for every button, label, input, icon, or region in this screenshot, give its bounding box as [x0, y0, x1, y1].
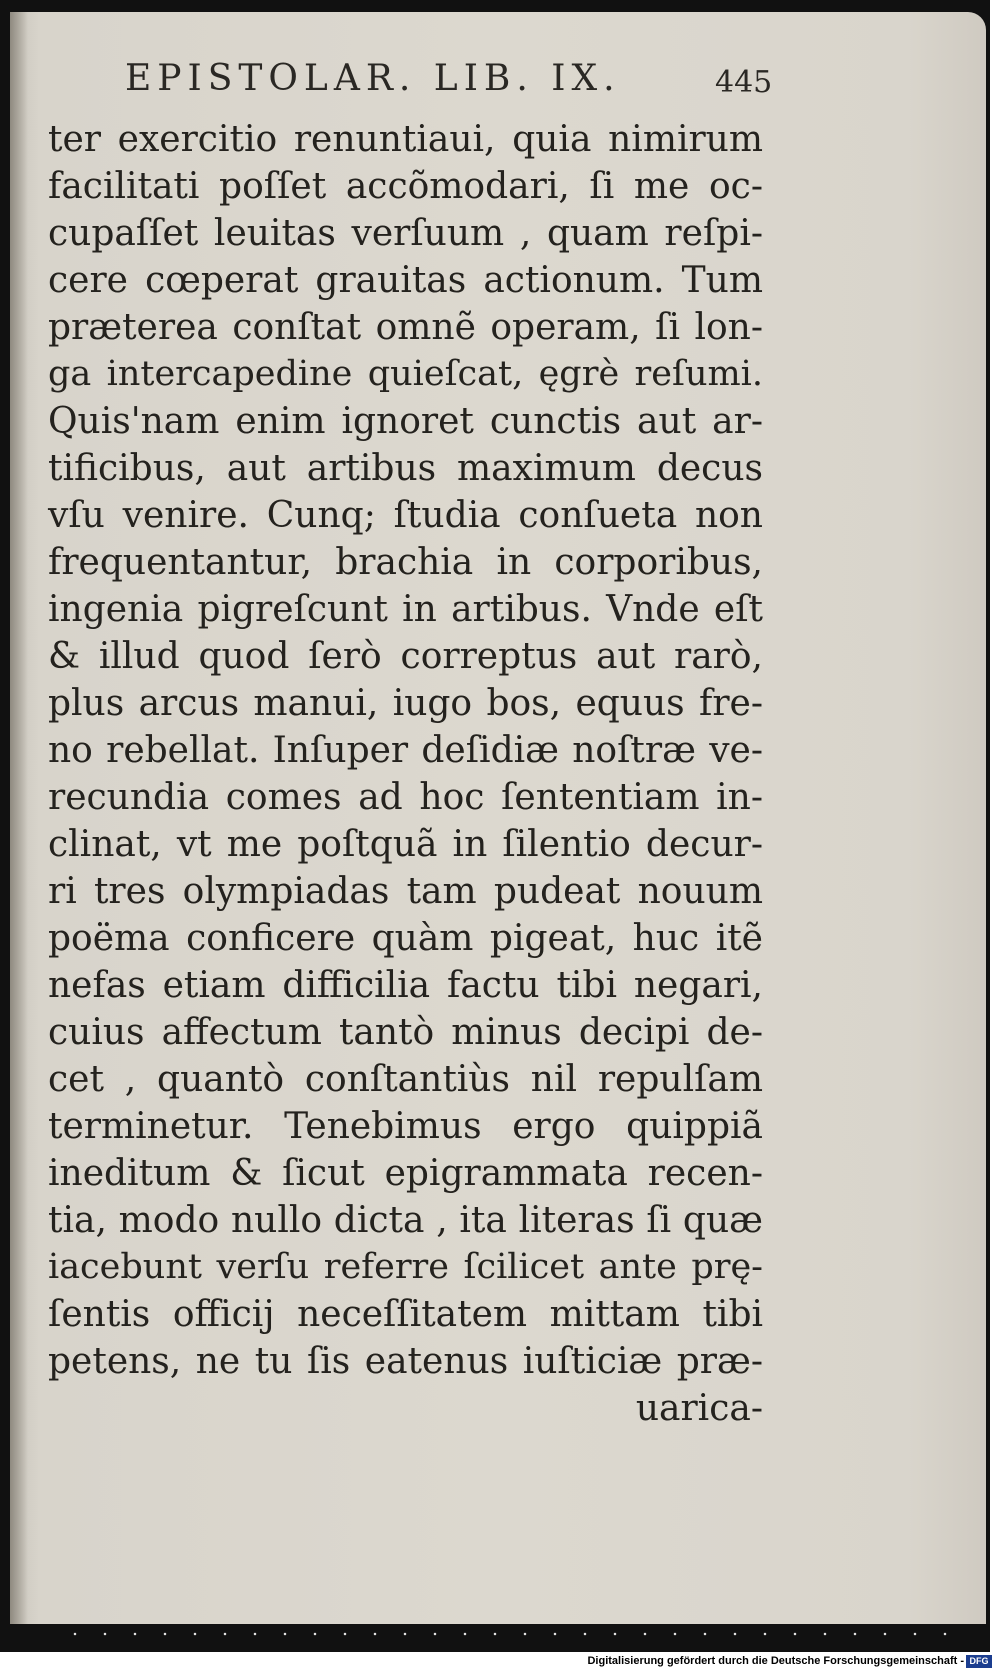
catchword: uarica- [635, 1388, 763, 1429]
page-number: 445 [715, 65, 773, 100]
gutter-shadow [10, 12, 28, 1624]
text-line: ineditum & ſicut epigrammata recen- [48, 1153, 763, 1194]
text-line: plus arcus manui, iugo bos, equus fre- [48, 683, 763, 724]
scan-edge-dots [60, 1632, 960, 1636]
running-head: EPISTOLAR. LIB. IX. [125, 58, 621, 99]
text-line: clinat, vt me poſtquã in ſilentio decur- [48, 824, 763, 865]
text-line: ter exercitio renuntiaui, quia nimirum [48, 119, 763, 160]
text-line: tificibus, aut artibus maximum decus [48, 448, 763, 489]
text-line: nefas etiam difficilia factu tibi negari, [48, 965, 763, 1006]
body-text [48, 116, 763, 1432]
dfg-logo-icon: DFG [966, 1655, 992, 1668]
text-line: no rebellat. Inſuper deſidiæ noſtræ ve- [48, 730, 763, 771]
text-line: ingenia pigreſcunt in artibus. Vnde eſt [48, 589, 763, 630]
text-line: recundia comes ad hoc ſententiam in- [48, 777, 763, 818]
text-line: cere cœperat grauitas actionum. Tum [48, 260, 763, 301]
text-line: ſentis officij neceſſitatem mittam tibi [48, 1294, 763, 1335]
text-line: cupaſſet leuitas verſuum , quam reſpi- [48, 213, 763, 254]
text-line: terminetur. Tenebimus ergo quippiã [48, 1106, 763, 1147]
text-line: frequentantur, brachia in corporibus, [48, 542, 763, 583]
text-line: tia, modo nullo dicta , ita literas ſi quæ [48, 1200, 763, 1241]
text-line: iacebunt verſu referre ſcilicet ante prę- [48, 1247, 763, 1287]
text-line: cet , quantò conſtantiùs nil repulſam [48, 1059, 763, 1100]
text-line: ga intercapedine quieſcat, ęgrè reſumi. [48, 354, 763, 394]
text-line: ri tres olympiadas tam pudeat nouum [48, 871, 763, 912]
text-line: facilitati poſſet accõmodari, ſi me oc- [48, 166, 763, 207]
text-line: præterea conſtat omnẽ operam, ſi lon- [48, 307, 763, 348]
digitization-credit: Digitalisierung gefördert durch die Deutsche Forschungsgemeinschaft - [587, 1655, 964, 1667]
text-line: petens, ne tu ſis eatenus iuſticiæ præ- [48, 1341, 763, 1382]
text-line: cuius affectum tantò minus decipi de- [48, 1012, 763, 1053]
text-line: vſu venire. Cunq; ſtudia conſueta non [48, 495, 763, 536]
text-line: & illud quod ſerò correptus aut rarò, [48, 636, 763, 677]
page-header [125, 54, 773, 104]
text-line: Quis'nam enim ignoret cunctis aut ar- [48, 401, 763, 442]
text-line: poëma conficere quàm pigeat, huc itẽ [48, 918, 763, 959]
